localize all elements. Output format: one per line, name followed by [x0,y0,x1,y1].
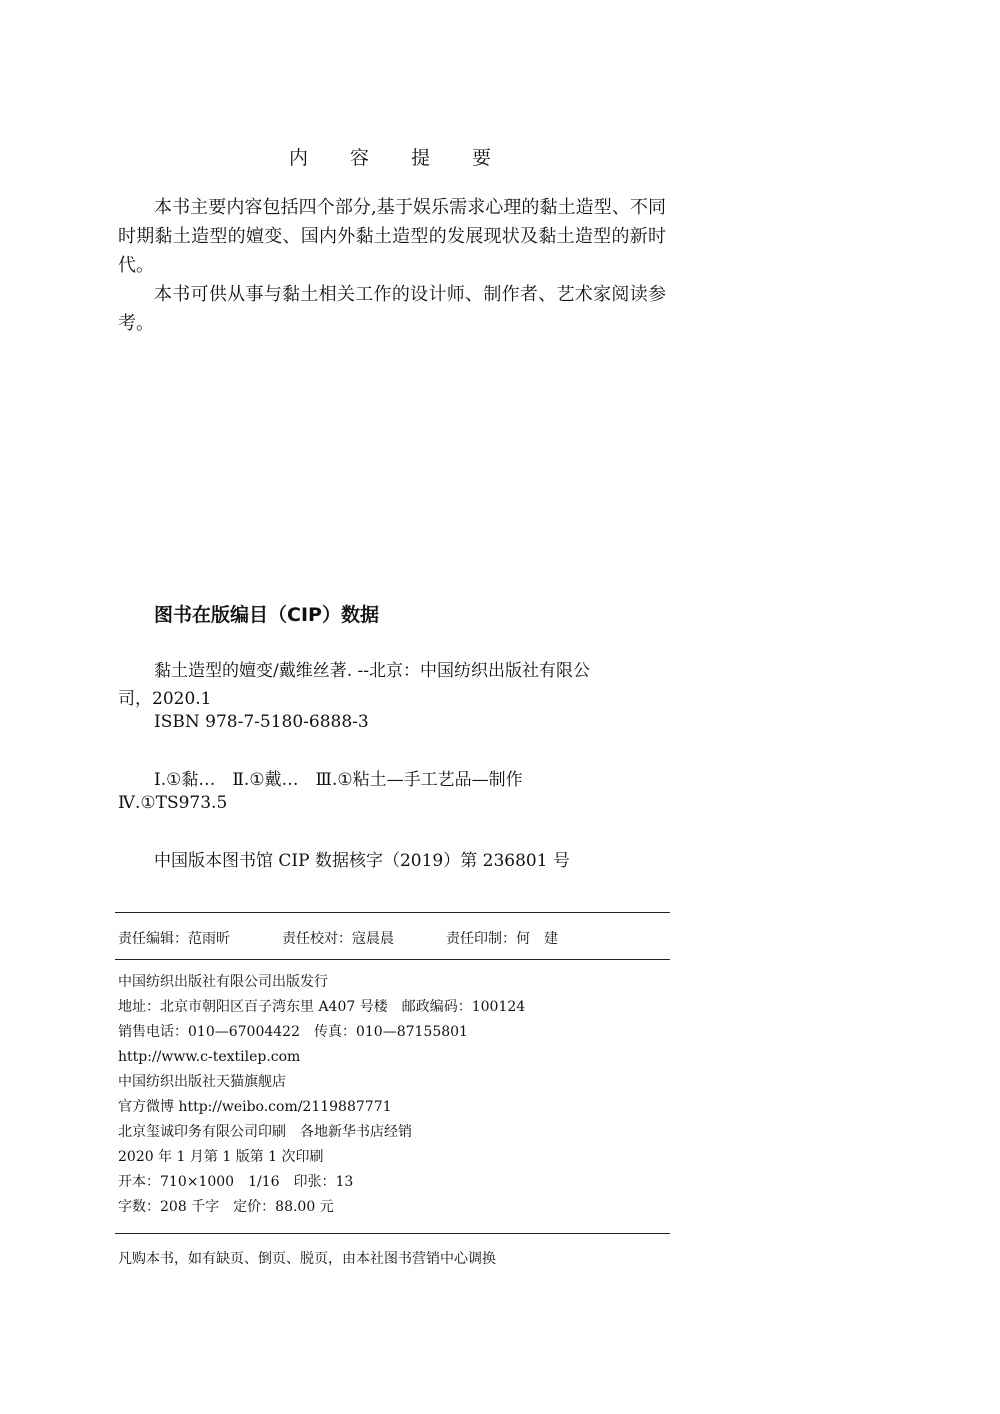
footer-note: 凡购本书，如有缺页、倒页、脱页，由本社图书营销中心调换 [118,1251,496,1267]
summary-body [118,193,666,338]
cip-classification-continued: Ⅳ.①TS973.5 [118,793,228,813]
imprint-address: 地址：北京市朝阳区百子湾东里 A407 号楼 邮政编码：100124 [118,999,526,1015]
imprint-publisher: 中国纺织出版社有限公司出版发行 [118,974,328,990]
imprint-edition: 2020 年 1 月第 1 版第 1 次印刷 [118,1149,324,1165]
imprint-phone: 销售电话：010—67004422 传真：010—87155801 [118,1024,468,1040]
responsible-printing: 责任印制：何 建 [446,931,558,947]
summary-paragraph: 本书可供从事与黏土相关工作的设计师、制作者、艺术家阅读参考。 [118,284,666,334]
responsible-editor: 责任编辑：范雨昕 [118,931,230,947]
cip-isbn: ISBN 978-7-5180-6888-3 [154,712,369,732]
divider [115,1233,670,1234]
cip-title-line: 黏土造型的嬗变/戴维丝著. --北京：中国纺织出版社有限公 [154,661,591,681]
imprint-block [118,970,525,1220]
imprint-printer: 北京玺诚印务有限公司印刷 各地新华书店经销 [118,1124,412,1140]
cip-title-line-continued: 司，2020.1 [118,689,212,709]
imprint-format: 开本：710×1000 1/16 印张：13 [118,1174,354,1190]
divider [115,959,670,960]
imprint-website: http://www.c-textilep.com [118,1049,301,1065]
summary-title: 内 容 提 要 [288,147,510,169]
imprint-price: 字数：208 千字 定价：88.00 元 [118,1199,334,1215]
imprint-weibo: 官方微博 http://weibo.com/2119887771 [118,1099,392,1115]
divider [115,912,670,913]
responsible-proofreader: 责任校对：寇晨晨 [282,931,394,947]
summary-paragraph: 本书主要内容包括四个部分,基于娱乐需求心理的黏土造型、不同时期黏土造型的嬗变、国内外黏土造型的发展现状及黏土造型的新时代。 [118,197,666,276]
cip-heading: 图书在版编目（CIP）数据 [154,604,379,626]
cip-classification: Ⅰ.①黏… Ⅱ.①戴… Ⅲ.①粘土—手工艺品—制作 [154,770,523,790]
imprint-store: 中国纺织出版社天猫旗舰店 [118,1074,286,1090]
cip-verification: 中国版本图书馆 CIP 数据核字（2019）第 236801 号 [154,851,570,871]
